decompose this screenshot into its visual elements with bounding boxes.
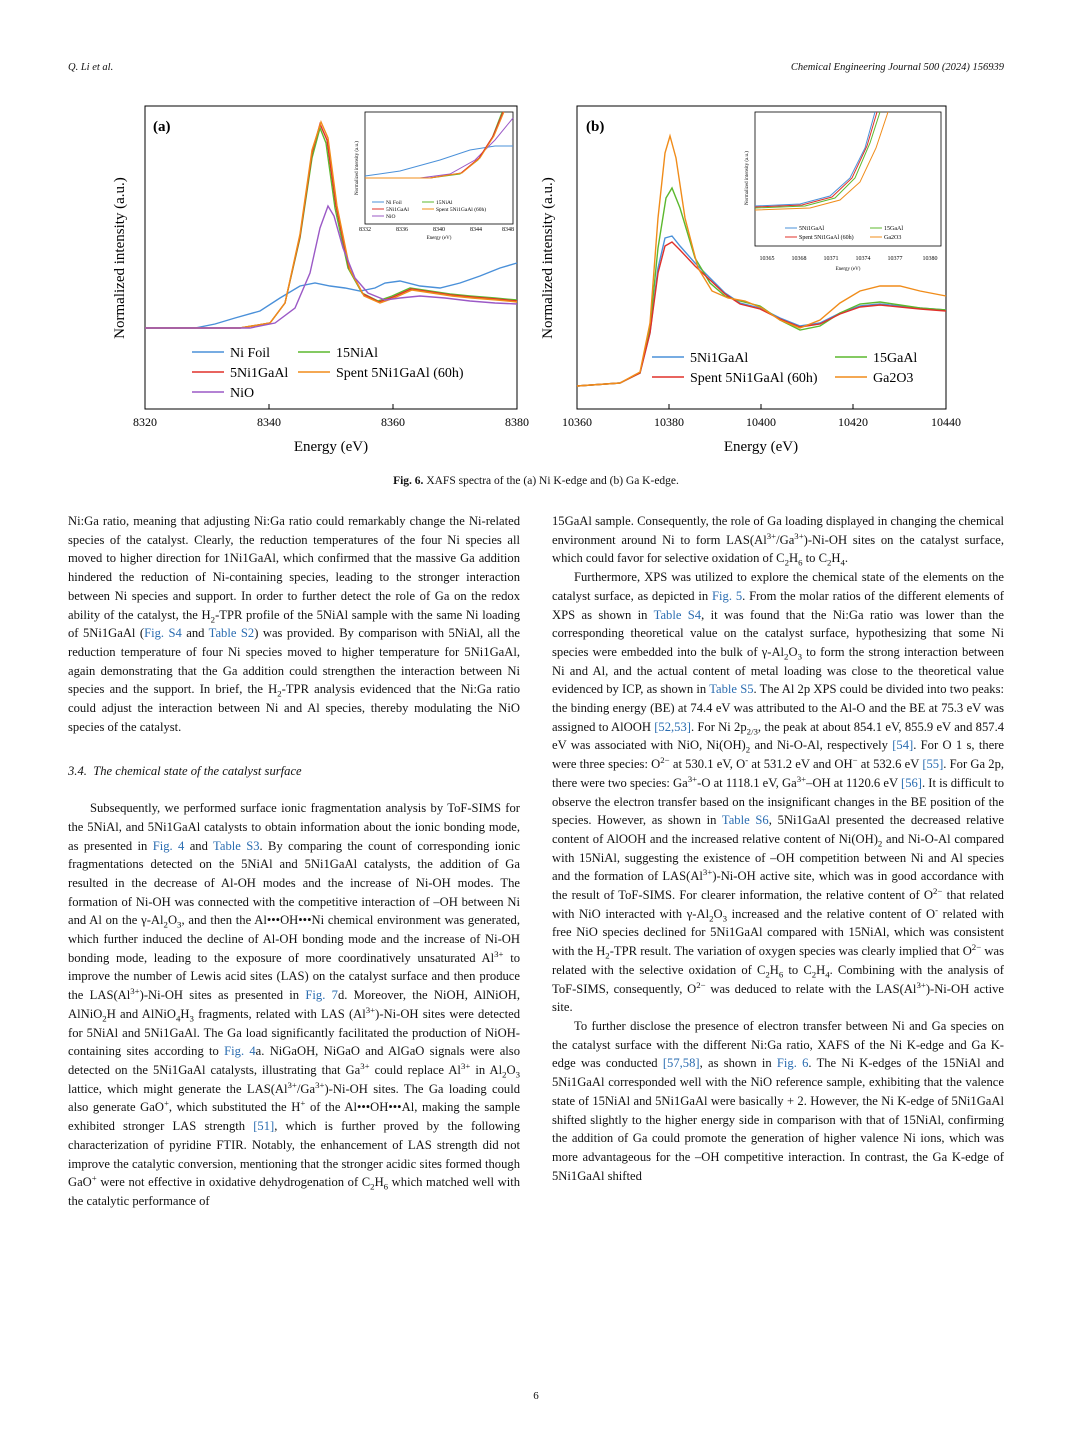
paragraph: 15GaAl sample. Consequently, the role of Ga loading displayed in changing the chemical environment around Ni to form $LAS(Al^{3+}/Ga^{3+})-Ni-OH$ sites on the catalyst surface, which could favor for selective oxidation of $C_2H_6$ to $C_2H_4$.: [552, 514, 1004, 568]
panel-b-legend: [652, 351, 917, 386]
panel-a-ylabel: Normalized intensity (a.u.): [112, 177, 128, 339]
legend-spent: Spent 5Ni1GaAl (60h): [336, 366, 464, 381]
panel-b-xtick: 10400: [746, 415, 776, 429]
legend-15nial: 15NiAl: [336, 346, 378, 361]
inset-b-xtick: 10377: [887, 256, 903, 262]
link-ref-54[interactable]: [54]: [892, 738, 914, 753]
figure-label: Fig. 6.: [393, 475, 424, 487]
link-table-s6[interactable]: Table S6: [721, 813, 769, 828]
legend-b-5ni1gaal: 5Ni1GaAl: [690, 351, 749, 366]
panel-b-xtick: 10440: [931, 415, 961, 429]
link-fig-5[interactable]: Fig. 5: [712, 588, 743, 603]
panel-a: [112, 106, 529, 455]
inset-a-legend: 5Ni1GaAl: [386, 207, 409, 213]
legend-b-ga2o3: Ga2O3: [873, 371, 914, 386]
panel-a-xlabel: Energy (eV): [293, 439, 369, 455]
inset-b-xtick: 10371: [823, 256, 839, 262]
inset-b-ylabel: Normalized intensity (a.u.): [745, 151, 750, 205]
link-ref-55[interactable]: [55]: [922, 757, 944, 772]
inset-b-xtick: 10380: [922, 256, 938, 262]
panel-a-legend: [192, 346, 464, 401]
legend-5ni1gaal: 5Ni1GaAl: [230, 366, 289, 381]
link-fig-6[interactable]: Fig. 6: [776, 1056, 809, 1071]
inset-b-xlabel: Energy (eV): [835, 267, 861, 272]
inset-a-legend: Ni Foil: [386, 200, 402, 206]
panel-b: [540, 106, 961, 455]
inset-a-legend: 15NiAl: [436, 200, 453, 206]
inset-b-legend: Ga2O3: [884, 235, 902, 241]
right-column: [552, 512, 1004, 1185]
link-fig-4[interactable]: Fig. 4: [152, 838, 185, 853]
panel-b-xtick: 10380: [654, 415, 684, 429]
section-title: The chemical state of the catalyst surface: [93, 764, 302, 779]
link-fig-7[interactable]: Fig. 7: [305, 988, 338, 1003]
panel-a-xtick: 8320: [133, 415, 157, 429]
left-column: [68, 512, 520, 1211]
inset-a-ylabel: Normalized intensity (a.u.): [355, 141, 360, 195]
inset-b-legend: 5Ni1GaAl: [799, 226, 824, 232]
panel-b-tag: (b): [586, 119, 605, 135]
panel-a-xtick: 8380: [505, 415, 529, 429]
panel-a-tag: (a): [153, 119, 171, 135]
running-head-journal: Chemical Engineering Journal 500 (2024) 156939: [790, 62, 1004, 73]
inset-b-legend: 15GaAl: [884, 226, 903, 232]
inset-a-xtick: 8336: [396, 227, 408, 233]
inset-a-xtick: 8348: [502, 227, 514, 233]
paragraph: Ni:Ga ratio, meaning that adjusting Ni:Ga ratio could remarkably change the Ni-related species of the catalyst. Clearly, the reduction temperatures of the four Ni species all moved to higher direction for 1Ni1GaAl, which confirmed that the massive Ga addition hindered the reduction of Ni-containing species, leading to the stronger interaction between Ni species and support. In order to further detect the role of Ga on the redox ability of the catalyst, the $H_2$-TPR profile of the 5NiAl sample with the same Ni loading of 5Ni1GaAl (Fig. S4 and Table S2) was provided. By comparison with 5NiAl, all the reduction temperature of four Ni species moved to higher temperature for 5Ni1GaAl, again demonstrating that the Ga addition could strengthen the interaction between Ni species and the support. In brief, the $H_2$-TPR analysis evidenced that the Ni:Ga ratio could adjust the interaction between Ni and Al species, thereby modulating the NiO species of the catalyst.: [68, 514, 520, 734]
inset-b-xtick: 10374: [855, 256, 871, 262]
panel-a-xtick: 8360: [381, 415, 405, 429]
link-fig-s4[interactable]: Fig. S4: [144, 626, 182, 641]
inset-a-xlabel: Energy (eV): [426, 236, 452, 241]
link-table-s4[interactable]: Table S4: [653, 607, 702, 622]
panel-a-xtick: 8340: [257, 415, 281, 429]
section-number: 3.4.: [68, 764, 87, 779]
panel-a-inset: [355, 112, 514, 241]
link-fig-4a[interactable]: Fig. 4: [224, 1044, 256, 1059]
legend-b-15gaal: 15GaAl: [873, 351, 918, 366]
figure-caption-text: XAFS spectra of the (a) Ni K-edge and (b) Ga K-edge.: [426, 475, 679, 487]
page-number: 6: [533, 1390, 539, 1402]
legend-nio: NiO: [230, 386, 255, 401]
link-table-s5[interactable]: Table S5: [709, 682, 754, 697]
figure-6: [100, 98, 980, 468]
panel-b-xtick: 10420: [838, 415, 868, 429]
inset-a-legend: Spent 5Ni1GaAl (60h): [436, 207, 487, 213]
link-ref-52-53[interactable]: [52,53]: [654, 719, 691, 734]
running-head-authors: Q. Li et al.: [68, 62, 114, 73]
inset-a-legend: NiO: [386, 214, 396, 220]
inset-b-xtick: 10368: [791, 256, 807, 262]
inset-a-xtick: 8340: [433, 227, 445, 233]
legend-b-spent: Spent 5Ni1GaAl (60h): [690, 371, 818, 386]
link-ref-56[interactable]: [56]: [901, 775, 922, 790]
section-heading: [68, 762, 520, 781]
link-table-s3[interactable]: Table S3: [213, 838, 260, 853]
inset-b-legend: Spent 5Ni1GaAl (60h): [799, 235, 854, 241]
inset-a-xtick: 8344: [470, 227, 482, 233]
legend-ni-foil: Ni Foil: [230, 346, 271, 361]
inset-b-xtick: 10365: [759, 256, 775, 262]
panel-b-inset: [745, 112, 941, 272]
link-table-s2[interactable]: Table S2: [208, 626, 255, 641]
paragraph: To further disclose the presence of electron transfer between Ni and Ga species on the catalyst surface with the different Ni:Ga ratio, XAFS of the Ni K-edge and Ga K-edge was conducted [57,58], as shown in Fig. 6. The Ni K-edges of the 15NiAl and 5Ni1GaAl corresponded well with the NiO reference sample, exhibiting that the valence state of 15NiAl and 5Ni1GaAl were basically + 2. However, the Ni K-edge of 5Ni1GaAl shifted slightly to the higher energy side in comparison with that of 15NiAl, confirming the addition of Ga could promote the generation of higher valence Ni ions, which was more advantageous for the –OH competitive interaction. In contrast, the Ga K-edge of 5Ni1GaAl shifted: [552, 1018, 1005, 1183]
paragraph: Furthermore, XPS was utilized to explore the chemical state of the elements on the catalyst surface, as depicted in Fig. 5. From the molar ratios of the different elements of XPS as shown in Table S4, it was found that the Ni:Ga ratio was lower than the corresponding theoretical value on the catalyst surface, hypothesizing that some Ni species were embedded into the bulk of $\gamma-Al_2O_3$ to form the strong interaction between Ni and Al, and the actual content of metal loading was close to the theoretical value evidenced by ICP, as shown in Table S5. The Al 2p XPS could be divided into two peaks: the binding energy (BE) at 74.4 eV was attributed to the Al-O and the BE at 75.3 eV was assigned to AlOOH [52,53]. For Ni $2p_{2/3}$, the peak at about 854.1 eV, 855.9 eV and 857.4 eV was associated with NiO, $Ni(OH)_2$ and Ni-O-Al, respectively [54]. For O 1 s, there were three species: $O^{2-}$ at 530.1 eV, O- at 531.2 eV and OH− at 532.6 eV [55]. For Ga 2p, there were two species: $Ga^{3+}-O$ at 1118.1 eV, $Ga^{3+}-OH$ at 1120.6 eV [56]. It is difficult to observe the electron transfer based on the insignificant changes in the BE position of the species. However, as shown in Table S6, 5Ni1GaAl presented the decreased relative content of AlOOH and the increased relative content of $Ni(OH)_2$ and Ni-O-Al compared with 15NiAl, suggesting the existence of –OH competition between Ni and Al species and the formation of $LAS(Al^{3+})-Ni-OH$ active site, which was in good accordance with the result of ToF-SIMS. For clearer information, the relative content of $O^{2-}$ that related with NiO interacted with $\gamma-Al_2O_3$ increased and the relative content of O- related with free NiO species declined for 5Ni1GaAl compared with 15NiAl, which was consistent with the $H_2$-TPR result. The variation of oxygen species was clearly implied that $O^{2-}$ was related with the selective oxidation of $C_2H_6$ to $C_2H_4$. Combining with the analysis of ToF-SIMS, consequently, $O^{2-}$ was deduced to relate with the $LAS(Al^{3+})-Ni-OH$ active site.: [552, 570, 1005, 1015]
paragraph: Subsequently, we performed surface ionic fragmentation analysis by ToF-SIMS for the 5NiAl, and 5Ni1GaAl catalysts to obtain information about the ionic bonding mode, as presented in Fig. 4 and Table S3. By comparing the count of corresponding ionic fragmentations detected on the 5NiAl and 5Ni1GaAl catalysts, the addition of Ga resulted in the decrease of Al-OH modes and the increase of Ni-OH modes. The formation of Ni-OH was connected with the competitive interaction of –OH between Ni and Al on the $\gamma-Al_2O_3$, and then the Al•••OH•••Ni chemical environment was generated, which further induced the decline of Al-OH bonding mode and the increase of Ni-OH bonding mode, leading to the exposure of more coordinatively unsaturated $Al^{3+}$ to improve the number of Lewis acid sites (LAS) on the catalyst surface and then produce the $LAS(Al^{3+})-Ni-OH$ sites as presented in Fig. 7d. Moreover, the NiOH, AlNiOH, AlNiO$_2$H and $AlNiO_4H_3$ fragments, related with LAS $(Al^{3+})-Ni-OH$ sites were detected for 5NiAl and 5Ni1GaAl. The Ga load significantly facilitated the production of NiOH-containing sites according to Fig. 4a. NiGaOH, NiGaO and AlGaO signals were also detected on the 5Ni1GaAl catalysts, illustrating that $Ga^{3+}$ could replace $Al^{3+}$ in $Al_2O_3$ lattice, which might generate the $LAS(Al^{3+}/Ga^{3+})-Ni-OH$ sites. The Ga loading could also generate GaO+, which substituted the H+ of the Al•••OH•••Al, making the sample exhibited stronger LAS strength [51], which is further proved by the following characterization of pyridine FTIR. Notably, the enhancement of LAS strength did not improve the catalytic conversion, mentioning that the stronger acidic sites formed though GaO+ were not effective in oxidative dehydrogenation of $C_2H_6$ which matched well with the catalytic performance of: [68, 801, 521, 1208]
figure-caption: [0, 475, 1072, 487]
panel-b-xlabel: Energy (eV): [723, 439, 799, 455]
link-ref-51[interactable]: [51]: [253, 1119, 275, 1134]
panel-b-ylabel: Normalized intensity (a.u.): [540, 177, 556, 339]
inset-a-xtick: 8332: [359, 227, 371, 233]
link-ref-57-58[interactable]: [57,58]: [662, 1056, 700, 1071]
xafs-figure: [100, 98, 980, 468]
panel-b-xtick: 10360: [562, 415, 592, 429]
